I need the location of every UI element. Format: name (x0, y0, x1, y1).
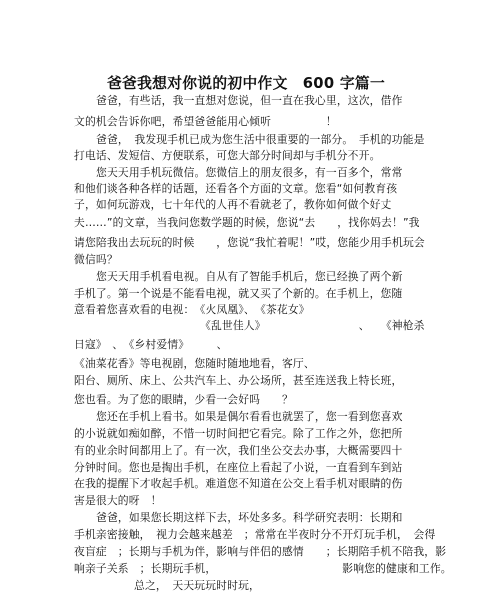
text-line: 《油菜花香》等电视剧，您随时随地地看，客厅、 (74, 357, 315, 370)
text-line: 害是很大的呀 ！ (74, 494, 162, 507)
text-line: 手机了。第一个说是不能看电视，就又买了个新的。在手机上，您随 (74, 287, 403, 300)
text-line: 和他们谈各种各样的话题，还看各个方面的文章。您看“如何教育孩 (74, 182, 398, 195)
text-line: 文的机会告诉你吧，希望爸爸能用心倾听 ！ (74, 115, 337, 128)
text-line: 爸爸， 我发现手机已成为您生活中很重要的一部分。 手机的功能是 (96, 133, 425, 146)
text-line: 《乱世佳人》 、 《神枪杀 (200, 319, 425, 332)
text-line: 请您陪我出去玩玩的时候 ，您说“我忙着呢！”哎，您能少用手机玩会 (74, 236, 425, 249)
text-line: 总之， 天天玩玩时时玩， (134, 579, 260, 592)
text-line: 夜盲症 ；长期与手机为伴，影响与伴侣的感情 ；长期陪手机不陪我，影 (74, 545, 447, 558)
text-line: 手机亲密接触， 视力会越来越差 ；常常在半夜时分不开灯玩手机， 会得 (74, 528, 436, 541)
text-line: 分钟时间。您也是掏出手机，在座位上看起了小说，一直看到车到站 (74, 461, 403, 474)
text-line: 意看着您喜欢看的电视： 《火凤凰》、 《茶花女》 (74, 303, 310, 316)
text-line: 夫……”的文章，当我问您数学题的时候，您说“去 ，找你妈去！”我 (74, 216, 420, 229)
text-line: 微信吗？ (74, 253, 118, 266)
text-line: 有的业余时间都用上了。有一次，我们坐公交去办事，大概需要四十 (74, 444, 403, 457)
text-line: 子，如何玩游戏，七十年代的人再不看就老了，教你如何做个好丈 (74, 198, 392, 211)
text-line: 日寇》 、 《乡村爱情》 、 (74, 338, 228, 351)
document-title: 爸爸我想对你说的初中作文 600 字篇一 (106, 74, 386, 92)
text-line: 爸爸，如果您长期这样下去，坏处多多。科学研究表明：长期和 (96, 511, 403, 524)
text-line: 您天天用手机玩微信。您微信上的朋友很多，有一百多个，常常 (96, 166, 403, 179)
text-line: 阳台、厕所、床上、公共汽车上、办公场所，甚至连送我上特长班， (74, 374, 403, 387)
text-line: 打电话、发短信、方便联系，可您大部分时间却与手机分不开。 (74, 149, 381, 162)
text-line: 在我的提醒下才收起手机。难道您不知道在公交上看手机对眼睛的伤 (74, 477, 403, 490)
text-line: 响亲子关系 ；长期玩手机， 影响您的健康和工作。 (74, 562, 452, 575)
text-line: 您天天用手机看电视。自从有了智能手机后，您已经换了两个新 (96, 270, 403, 283)
text-line: 您还在手机上看书。如果是偶尔看看也就罢了，您一看到您喜欢 (96, 410, 403, 423)
text-line: 您也看。为了您的眼睛，少看一会好吗 ？ (74, 393, 293, 406)
text-line: 爸爸，有些话，我一直想对您说，但一直在我心里，这次，借作 (96, 94, 403, 107)
text-line: 的小说就如痴如醉，不惜一切时间把它看完。除了工作之外，您把所 (74, 427, 403, 440)
